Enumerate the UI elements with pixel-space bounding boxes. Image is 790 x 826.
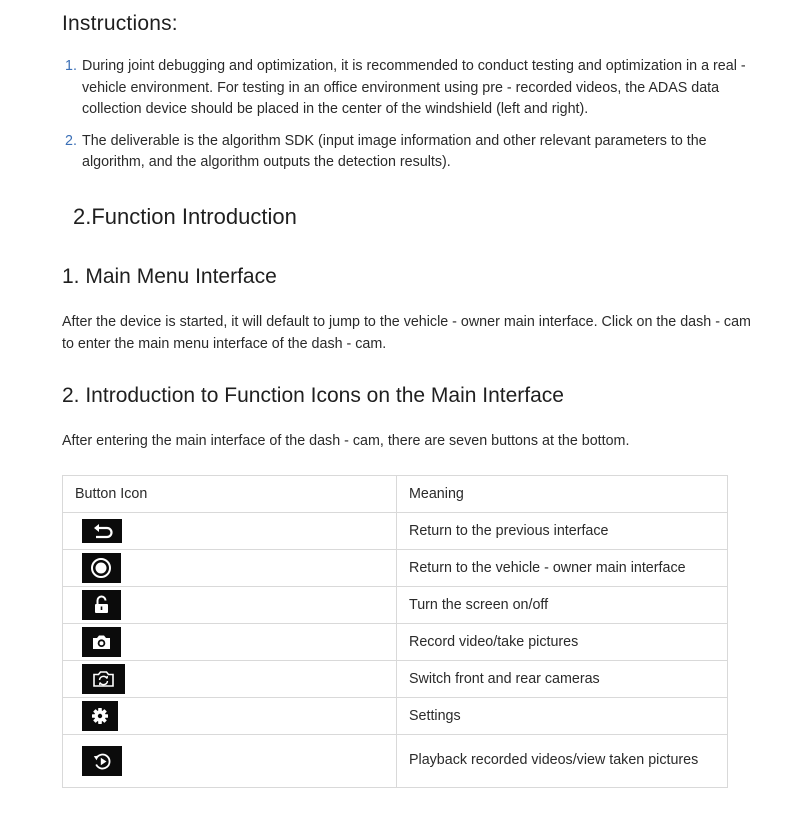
table-row	[63, 624, 728, 661]
icon-cell	[63, 735, 397, 788]
icon-cell	[63, 513, 397, 550]
list-item-text: During joint debugging and optimization, it is recommended to conduct testing and optimization in a real - vehicle environment. For testing in an office environment using pre - recorded videos, the ADAS data collection device should be placed in the center of the windshield (left and right).	[82, 58, 746, 117]
camera-icon	[82, 627, 121, 657]
list-number: 1.	[65, 58, 77, 74]
icon-cell	[63, 661, 397, 698]
table-row	[63, 735, 728, 788]
function-icons-table	[62, 475, 728, 788]
list-item	[62, 56, 762, 121]
table-header-cell: Meaning	[397, 476, 728, 513]
meaning-cell: Switch front and rear cameras	[397, 661, 728, 698]
table-row	[63, 661, 728, 698]
function-icons-text: After entering the main interface of the dash - cam, there are seven buttons at the bottom.	[62, 433, 630, 449]
unlock-icon	[82, 590, 121, 620]
meaning-cell: Return to the vehicle - owner main interface	[397, 550, 728, 587]
icon-cell	[63, 587, 397, 624]
return-icon	[82, 519, 122, 543]
table-row	[63, 550, 728, 587]
meaning-cell: Settings	[397, 698, 728, 735]
meaning-cell: Return to the previous interface	[397, 513, 728, 550]
meaning-cell: Turn the screen on/off	[397, 587, 728, 624]
main-menu-text: After the device is started, it will default to jump to the vehicle - owner main interface. Click on the dash - cam to enter the main menu interface of the dash - cam.	[62, 314, 751, 352]
list-number: 2.	[65, 132, 77, 149]
home-circle-icon	[82, 553, 121, 583]
section-heading: 2.Function Introduction	[73, 204, 297, 229]
gear-icon	[82, 701, 118, 731]
switch-camera-icon	[82, 664, 125, 694]
playback-icon	[82, 746, 122, 776]
table-header-cell: Button Icon	[63, 476, 397, 513]
icon-cell	[63, 698, 397, 735]
table-header-row	[63, 476, 728, 513]
icon-cell	[63, 550, 397, 587]
table-row	[63, 587, 728, 624]
function-icons-heading: 2. Introduction to Function Icons on the Main Interface	[62, 384, 564, 407]
list-item	[62, 131, 762, 174]
instructions-list	[62, 56, 762, 184]
table-row	[63, 513, 728, 550]
table-row	[63, 698, 728, 735]
meaning-cell: Playback recorded videos/view taken pictures	[397, 735, 728, 788]
meaning-cell: Record video/take pictures	[397, 624, 728, 661]
instructions-heading: Instructions:	[62, 12, 178, 35]
main-menu-heading: 1. Main Menu Interface	[62, 265, 277, 288]
list-item-text: The deliverable is the algorithm SDK (input image information and other relevant parameters to the algorithm, and the algorithm outputs the detection results).	[82, 132, 707, 170]
icon-cell	[63, 624, 397, 661]
